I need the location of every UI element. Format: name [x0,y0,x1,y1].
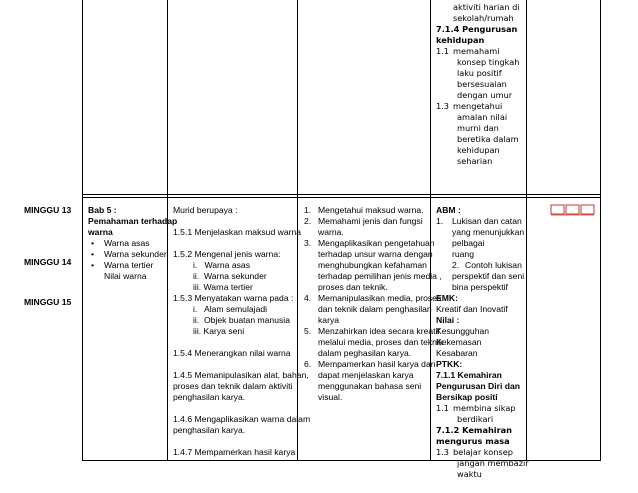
objective-number: 5. [304,326,312,336]
section-heading: kehidupan [436,35,485,45]
emk-label: EMK: [436,293,458,303]
week-label: MINGGU 13 [24,205,72,215]
objective-number: 2. [304,216,312,226]
standard-item: 1.5.3 Menyatakan warna pada : [173,293,294,303]
objective-text: dan teknik dalam penghasilan [318,304,432,314]
text-line: bersesuaian [457,78,507,89]
topic-item: Warna asas [104,238,150,248]
ptkk-text: jangan membazir [457,458,529,468]
sub-item: iii. Karya seni [193,326,245,336]
item-number: 1.1 [436,403,450,413]
text-line: sekolah/rumah [453,12,514,23]
abm-text: Lukisan dan catan [452,216,522,226]
objective-text: Memanipulasikan media, proses [318,293,442,303]
week-label: MINGGU 14 [24,257,72,267]
abm-text: bina perspektif [452,282,508,292]
emk-value: Kreatif dan Inovatif [436,304,508,314]
row-divider [82,197,601,198]
unit-title: Bab 5 : [88,205,117,215]
item-text [453,46,519,101]
nilai-value: Kesungguhan [436,326,490,336]
text-line: amalan nilai [457,111,508,122]
topic-item: Nilai warna [104,271,147,281]
standard-item: 1.4.6 Mengaplikasikan warna dalam [173,414,311,424]
sub-item: ii. Warna sekunder [193,271,267,281]
grid-line [167,0,168,461]
objective-text: menggunakan bahasa seni [318,381,422,391]
topic-item: Warna tertier [104,260,154,270]
item-number: 1.1 [436,46,450,56]
abm-text: pelbagai [452,238,485,248]
text-line: seharian [457,155,493,166]
text-line: konsep tingkah [457,56,520,67]
ptkk-heading: 7.1.2 Kemahiran [436,425,512,435]
objective-text: melalui media, proses dan teknik [318,337,444,347]
objective-number: 4. [304,293,312,303]
objective-text: menghubungkan kefahaman [318,260,427,270]
ptkk-heading: 7.1.1 Kemahiran [436,370,502,380]
objective-text: proses dan teknik. [318,282,388,292]
intro-text: Murid berupaya : [173,205,238,215]
text-line: aktiviti harian di [453,2,520,12]
item-text [453,101,519,166]
objective-text: warna. [318,227,344,237]
sub-item: i. Alam semulajadi [193,304,268,314]
objective-text: Mengaplikasikan pengetahuan [318,238,435,248]
abm-text: Contoh lukisan [465,260,522,270]
nilai-label: Nilai : [436,315,460,325]
unit-subtitle: warna [88,227,113,237]
ptkk-heading: Bersikap positi [436,392,498,402]
grid-line [600,0,601,461]
ptkk-text: berdikari [457,414,494,424]
text-line: murni dan [457,122,499,133]
standard-item: penghasilan karya. [173,392,246,402]
objective-text: Menzahirkan idea secara kreatif [318,326,440,336]
objective-text: Memahami jenis dan fungsi [318,216,423,226]
nilai-value: Kesabaran [436,348,478,358]
nilai-value: Kekemasan [436,337,482,347]
objective-number: 3. [304,238,312,248]
abm-text: perspektif dan seni [452,271,525,281]
standard-item: 1.5.2 Mengenal jenis warna: [173,249,281,259]
text-line: kehidupan [457,144,500,155]
objective-text: Mempamerkan hasil karya dan [318,359,436,369]
sub-item: ii. Objek buatan manusia [193,315,290,325]
section-heading: 7.1.4 Pengurusan [436,24,518,34]
ptkk-text: belajar konsep [453,447,513,457]
item-number: 1.3 [436,447,450,457]
grid-line-left [82,0,83,461]
logo-strip-icon [550,204,596,216]
grid-line [430,0,431,461]
topic-item: Warna sekunder [104,249,167,259]
standard-item: 1.4.7 Mempamerkan hasil karya [173,447,296,457]
objective-number: 6. [304,359,312,369]
ptkk-heading: Pengurusan Diri dan [436,381,521,391]
sub-item: i. Warna asas [193,260,250,270]
grid-line [526,0,527,461]
bullet-icon: • [91,260,95,270]
continued-text [453,2,520,24]
standard-item: proses dan teknik dalam aktiviti [173,381,293,391]
objective-text: visual. [318,392,343,402]
abm-text: yang menunjukkan [452,227,525,237]
ptkk-text: waktu [457,469,482,479]
item-number: 1.3 [436,101,450,111]
unit-subtitle: Pemahaman terhadap [88,216,178,226]
ptkk-heading: mengurus masa [436,436,510,446]
objective-text: terhadap unsur warna dengan [318,249,433,259]
objective-text: Mengetahui maksud warna. [318,205,424,215]
standard-item: 1.4.5 Memanipulasikan alat, bahan, [173,370,309,380]
text-line: laku positif [457,67,502,78]
text-line: beretika dalam [457,133,519,144]
text-line: memahami [453,46,500,56]
item-number: 2. [452,260,460,270]
objective-text: dalam peghasilan karya. [318,348,412,358]
ptkk-text: membina sikap [453,403,516,413]
standard-item: penghasilan karya. [173,425,246,435]
objective-number: 1. [304,205,312,215]
standard-item: 1.5.4 Menerangkan nilai warna [173,348,291,358]
text-line: dengan umur [457,89,513,100]
abm-text: ruang [452,249,474,259]
text-line: mengetahui [453,101,503,111]
abm-label: ABM : [436,205,461,215]
row-divider [82,194,601,195]
objective-text: karya [318,315,340,325]
objective-text: terhadap pemilihan jenis media , [318,271,442,281]
standard-item: 1.5.1 Menjelaskan maksud warna [173,227,302,237]
bullet-icon: • [91,249,95,259]
week-label: MINGGU 15 [24,297,72,307]
ptkk-label: PTKK: [436,359,463,369]
objective-text: dapat menjelaskan karya [318,370,414,380]
sub-item: iii. Warna tertier [193,282,253,292]
bullet-icon: • [91,238,95,248]
item-number: 1. [436,216,444,226]
